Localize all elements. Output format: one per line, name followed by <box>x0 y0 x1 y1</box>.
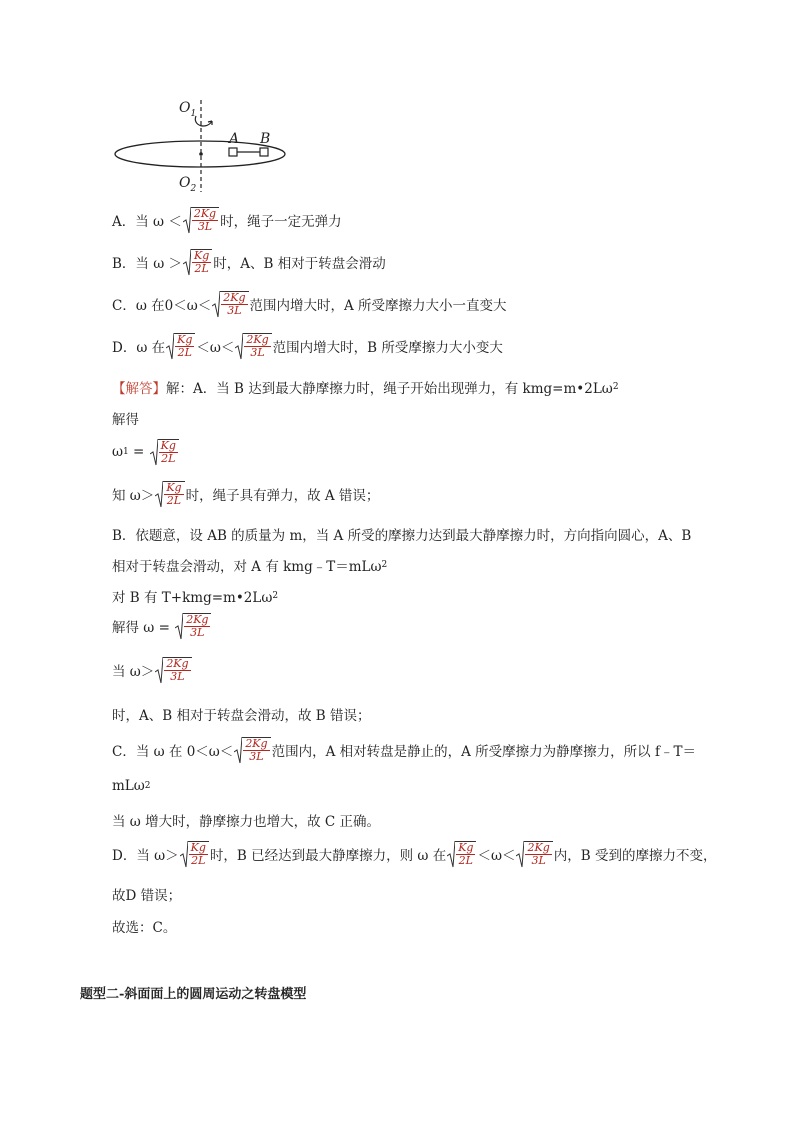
solution-line-14: D．当 ω＞ $\frac{Kg}{2L}$ 时，B 已经达到最大静摩擦力，则 ω 在 $\frac{Kg}{2L}$ ＜ω＜ $\frac{2Kg}{3L}$ 内，B 受到的摩擦力不变， <box>112 841 717 867</box>
label-b: B <box>260 131 271 147</box>
solution-line-4: 知 ω＞ $\frac{Kg}{2L}$ 时，绳子具有弹力，故 A 错误； <box>112 481 380 507</box>
solution-line-7: 对 B 有 T+kmg=m•2Lω 2 <box>112 590 279 606</box>
sqrt-kg-2l: $\frac{Kg}{2L}$ <box>183 248 212 276</box>
sqrt-kg-2l: $\frac{Kg}{2L}$ <box>166 332 195 360</box>
solution-line-9: 当 ω＞ $\frac{2Kg}{3L}$ <box>112 656 193 684</box>
option-c: C．ω 在0＜ω＜ $\frac{2Kg}{3L}$ 范围内增大时，A 所受摩擦力大小一直变大 <box>112 291 507 317</box>
sqrt-2kg-3l: $\frac{2Kg}{3L}$ <box>183 206 219 234</box>
solution-line-13: 当 ω 增大时，静摩擦力也增大，故 C 正确。 <box>112 814 381 830</box>
sqrt-kg-2l: $\frac{Kg}{2L}$ <box>180 840 209 868</box>
solution-tag: 【解答】 <box>112 381 166 397</box>
sqrt-2kg-3l: $\frac{2Kg}{3L}$ <box>234 736 270 764</box>
solution-line-6: 相对于转盘会滑动，对 A 有 kmg﹣T＝mLω 2 <box>112 559 388 575</box>
solution-line-8: 解得 ω = $\frac{2Kg}{3L}$ <box>112 612 212 640</box>
solution-line-2: 解得 <box>112 412 139 428</box>
solution-line-5: B．依题意，设 AB 的质量为 m，当 A 所受的摩擦力达到最大静摩擦力时，方向指向圆心，A、B <box>112 528 692 544</box>
section-title: 题型二-斜面面上的圆周运动之转盘模型 <box>80 987 307 1002</box>
block-a <box>229 148 237 156</box>
solution-line-12: mLω 2 <box>112 778 151 794</box>
solution-line-10: 时，A、B 相对于转盘会滑动，故 B 错误； <box>112 708 371 724</box>
option-a: A．当 ω ＜ $\frac{2Kg}{3L}$ 时，绳子一定无弹力 <box>112 207 342 233</box>
sqrt-kg-2l: $\frac{Kg}{2L}$ <box>447 840 476 868</box>
sqrt-2kg-3l: $\frac{2Kg}{3L}$ <box>516 840 552 868</box>
sqrt-2kg-3l: $\frac{2Kg}{3L}$ <box>155 656 191 684</box>
label-o1: $O_1$ <box>179 100 197 119</box>
axis-center-dot <box>199 152 203 156</box>
option-b: B．当 ω ＞ $\frac{Kg}{2L}$ 时，A、B 相对于转盘会滑动 <box>112 249 386 275</box>
option-d: D．ω 在 $\frac{Kg}{2L}$ ＜ω＜ $\frac{2Kg}{3L}$ 范围内增大时，B 所受摩擦力大小变大 <box>112 333 503 359</box>
solution-line-1: 【解答】 解：A．当 B 达到最大静摩擦力时，绳子开始出现弹力，有 kmg=m•2Lω 2 <box>112 377 619 397</box>
solution-line-16: 故选：C。 <box>112 920 177 936</box>
sqrt-2kg-3l: $\frac{2Kg}{3L}$ <box>212 290 248 318</box>
sqrt-2kg-3l: $\frac{2Kg}{3L}$ <box>235 332 271 360</box>
sqrt-2kg-3l: $\frac{2Kg}{3L}$ <box>175 612 211 640</box>
solution-line-11: C．当 ω 在 0＜ω＜ $\frac{2Kg}{3L}$ 范围内，A 相对转盘是静止的，A 所受摩擦力为静摩擦力，所以 f﹣T＝ <box>112 737 696 763</box>
solution-line-3: ω 1 = $\frac{Kg}{2L}$ <box>112 438 180 466</box>
block-b <box>260 148 268 156</box>
solution-line-15: 故D 错误； <box>112 888 182 904</box>
sqrt-kg-2l: $\frac{Kg}{2L}$ <box>150 438 179 466</box>
label-o2: $O_2$ <box>179 175 197 194</box>
label-a: A <box>229 131 240 147</box>
sqrt-kg-2l: $\frac{Kg}{2L}$ <box>155 480 184 508</box>
